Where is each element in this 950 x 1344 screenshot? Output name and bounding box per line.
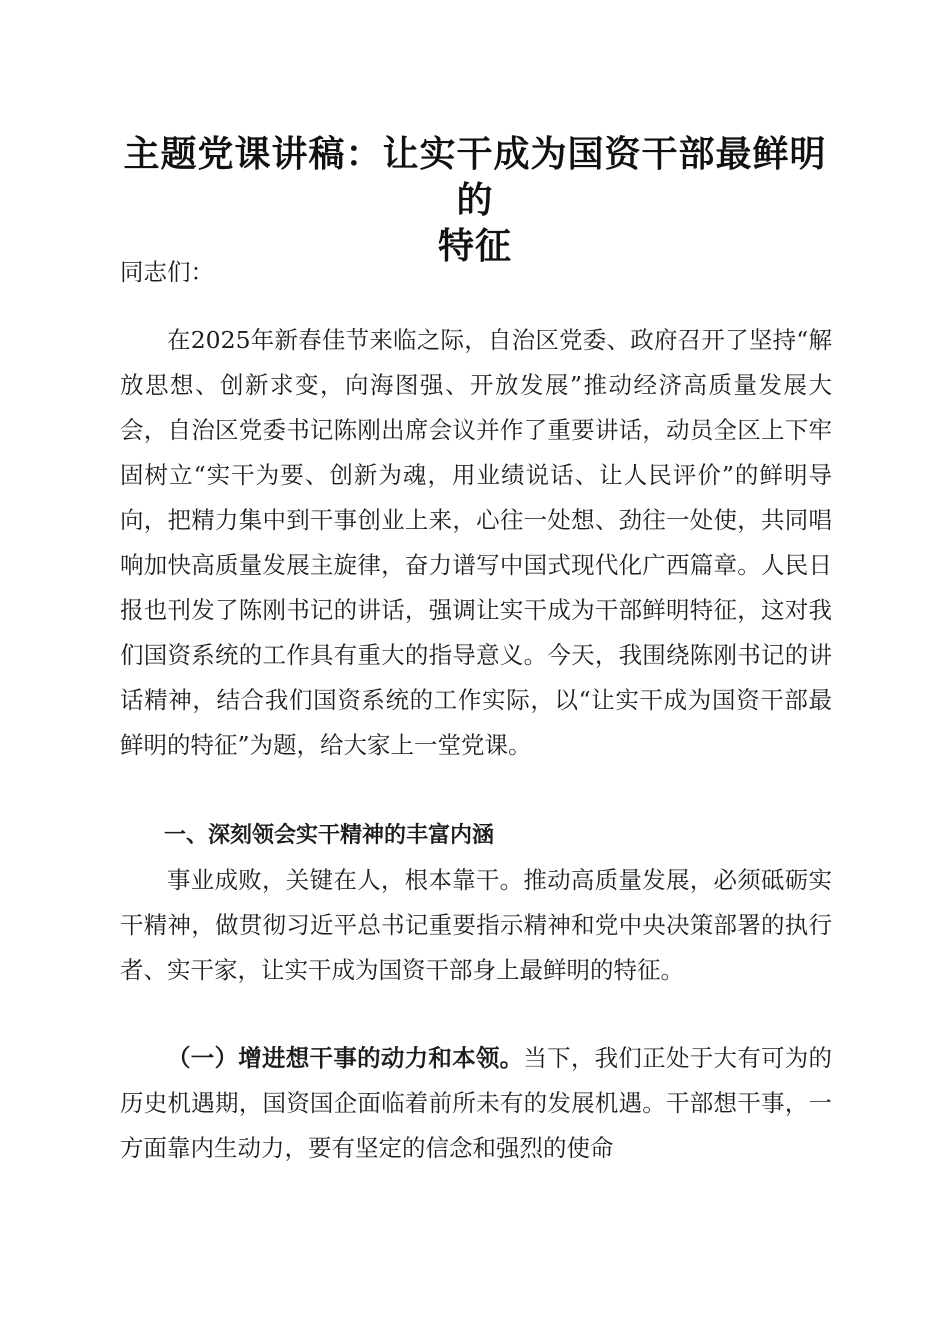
paragraph-subsection-1 xyxy=(120,1036,832,1171)
title-line-2: 特征 xyxy=(437,226,512,267)
subsection-1-lead: （一）增进想干事的动力和本领。 xyxy=(167,1044,524,1072)
title-line-1: 主题党课讲稿：让实干成为国资干部最鲜明的 xyxy=(123,134,827,221)
salutation: 同志们： xyxy=(120,258,214,286)
subsection-1-text: 当下，我们正处于大有可为的历史机遇期，国资国企面临着前所未有的发展机遇。干部想干事，一方面靠内生动力，要有坚定的信念和强烈的使命 xyxy=(120,1044,833,1162)
paragraph-intro: 在2025年新春佳节来临之际，自治区党委、政府召开了坚持“解放思想、创新求变，向海图强、开放发展”推动经济高质量发展大会，自治区党委书记陈刚出席会议并作了重要讲话，动员全区上下牢固树立“实干为要、创新为魂，用业绩说话、让人民评价”的鲜明导向，把精力集中到干事创业上来，心往一处想、劲往一处使，共同唱响加快高质量发展主旋律，奋力谱写中国式现代化广西篇章。人民日报也刊发了陈刚书记的讲话，强调让实干成为干部鲜明特征，这对我们国资系统的工作具有重大的指导意义。今天，我围绕陈刚书记的讲话精神，结合我们国资系统的工作实际，以“让实干成为国资干部最鲜明的特征”为题，给大家上一堂党课。 xyxy=(120,326,832,759)
paragraph-section-1: 事业成败，关键在人，根本靠干。推动高质量发展，必须砥砺实干精神，做贯彻习近平总书记重要指示精神和党中央决策部署的执行者、实干家，让实干成为国资干部身上最鲜明的特征。 xyxy=(120,866,832,984)
section-heading-1: 一、深刻领会实干精神的丰富内涵 xyxy=(164,823,495,848)
